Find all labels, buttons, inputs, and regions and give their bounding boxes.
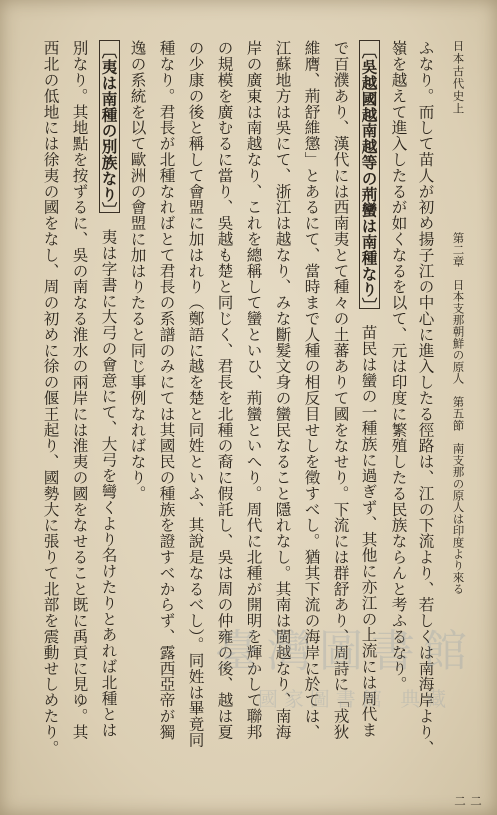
watermark-main: 臺灣圖書館 bbox=[215, 626, 475, 677]
body-line-13: 別なり。其地點を按ずるに、吳の南なる淮水の兩岸には淮夷の國をなせること既に禹貢に見ゆ。其 bbox=[70, 40, 89, 740]
book-title: 日本古代史上 bbox=[451, 40, 466, 115]
section-heading-wuyue: 〔吳越國越南越等の荊蠻は南種なり〕 bbox=[359, 40, 380, 309]
body-line-12-text: 夷は字書に大弓の會意にて、大弓を彎くより名けたりとあれば北種とは bbox=[99, 213, 118, 738]
body-line-2: 嶺を越えて進入したるが如くなるを以て、元は印度に繁殖したる民族ならんと考ふるなり。 bbox=[389, 40, 408, 692]
page-number: 二二 bbox=[453, 795, 483, 807]
body-line-6: 江蘇地方は吳にて、浙江は越なり、みな斷髮文身の蠻民なること隱れなし。其南は閩越なり、南海 bbox=[273, 40, 292, 740]
body-line-5: 維膺、荊舒維懲」とあるにて、當時まで人種の相反目せしを徵すべし。猶其下流の海岸に於ては、 bbox=[302, 40, 321, 740]
body-line-4: で百濮あり、漢代には西南夷とて種々の土蕃ありて國をなせり。下流には群舒あり、周詩に「戎狄 bbox=[331, 40, 350, 740]
body-line-1: ふなり。而して苗人が初め揚子江の中心に進入したる徑路は、江の下流より、若しくは南海岸より、 bbox=[416, 40, 435, 756]
body-line-11: 逸の系統を以て歐洲の會盟に加はりたると同じ事例なればなり。 bbox=[128, 40, 147, 502]
body-line-12 bbox=[100, 40, 117, 792]
body-line-9: の少康の後と稱して會盟に加はれり（鄭語に越を楚と同姓といふ、其說是なるべし）。同姓は畢竟同 bbox=[186, 40, 205, 748]
body-line-8: の規模を廣むるに當り、吳越も楚と同じく、君長を北種の裔に假託し、吳は周の仲雍の後、越は夏 bbox=[215, 40, 234, 740]
watermark-sub: 國家圖書館 典藏 bbox=[257, 687, 453, 711]
body-line-7: 岸の廣東は南越なり、これを總稱して蠻といひ、荊蠻といへり。周代に北種が開明を輝かして聯邦 bbox=[244, 40, 263, 740]
body-line-14: 西北の低地には徐夷の國をなし、周の初めに徐の偃王起り、國勢大に張りて北部を震動せしめたり。 bbox=[41, 40, 60, 756]
chapter-heading: 第二章 日本支那朝鮮の原人 第五節 南支那の原人は印度より來る bbox=[451, 232, 466, 595]
body-line-3-text: 苗民は蠻の一種族に過ぎず、其他に亦江の上流には周代ま bbox=[359, 308, 378, 738]
body-line-10: 種なり。君長が北種なればとて君長の系譜のみにては其國民の種族を證すべからず、露西亞帝が獨 bbox=[157, 40, 176, 740]
section-heading-yi: 〔夷は南種の別族なり〕 bbox=[99, 40, 120, 213]
body-line-3 bbox=[360, 40, 377, 792]
